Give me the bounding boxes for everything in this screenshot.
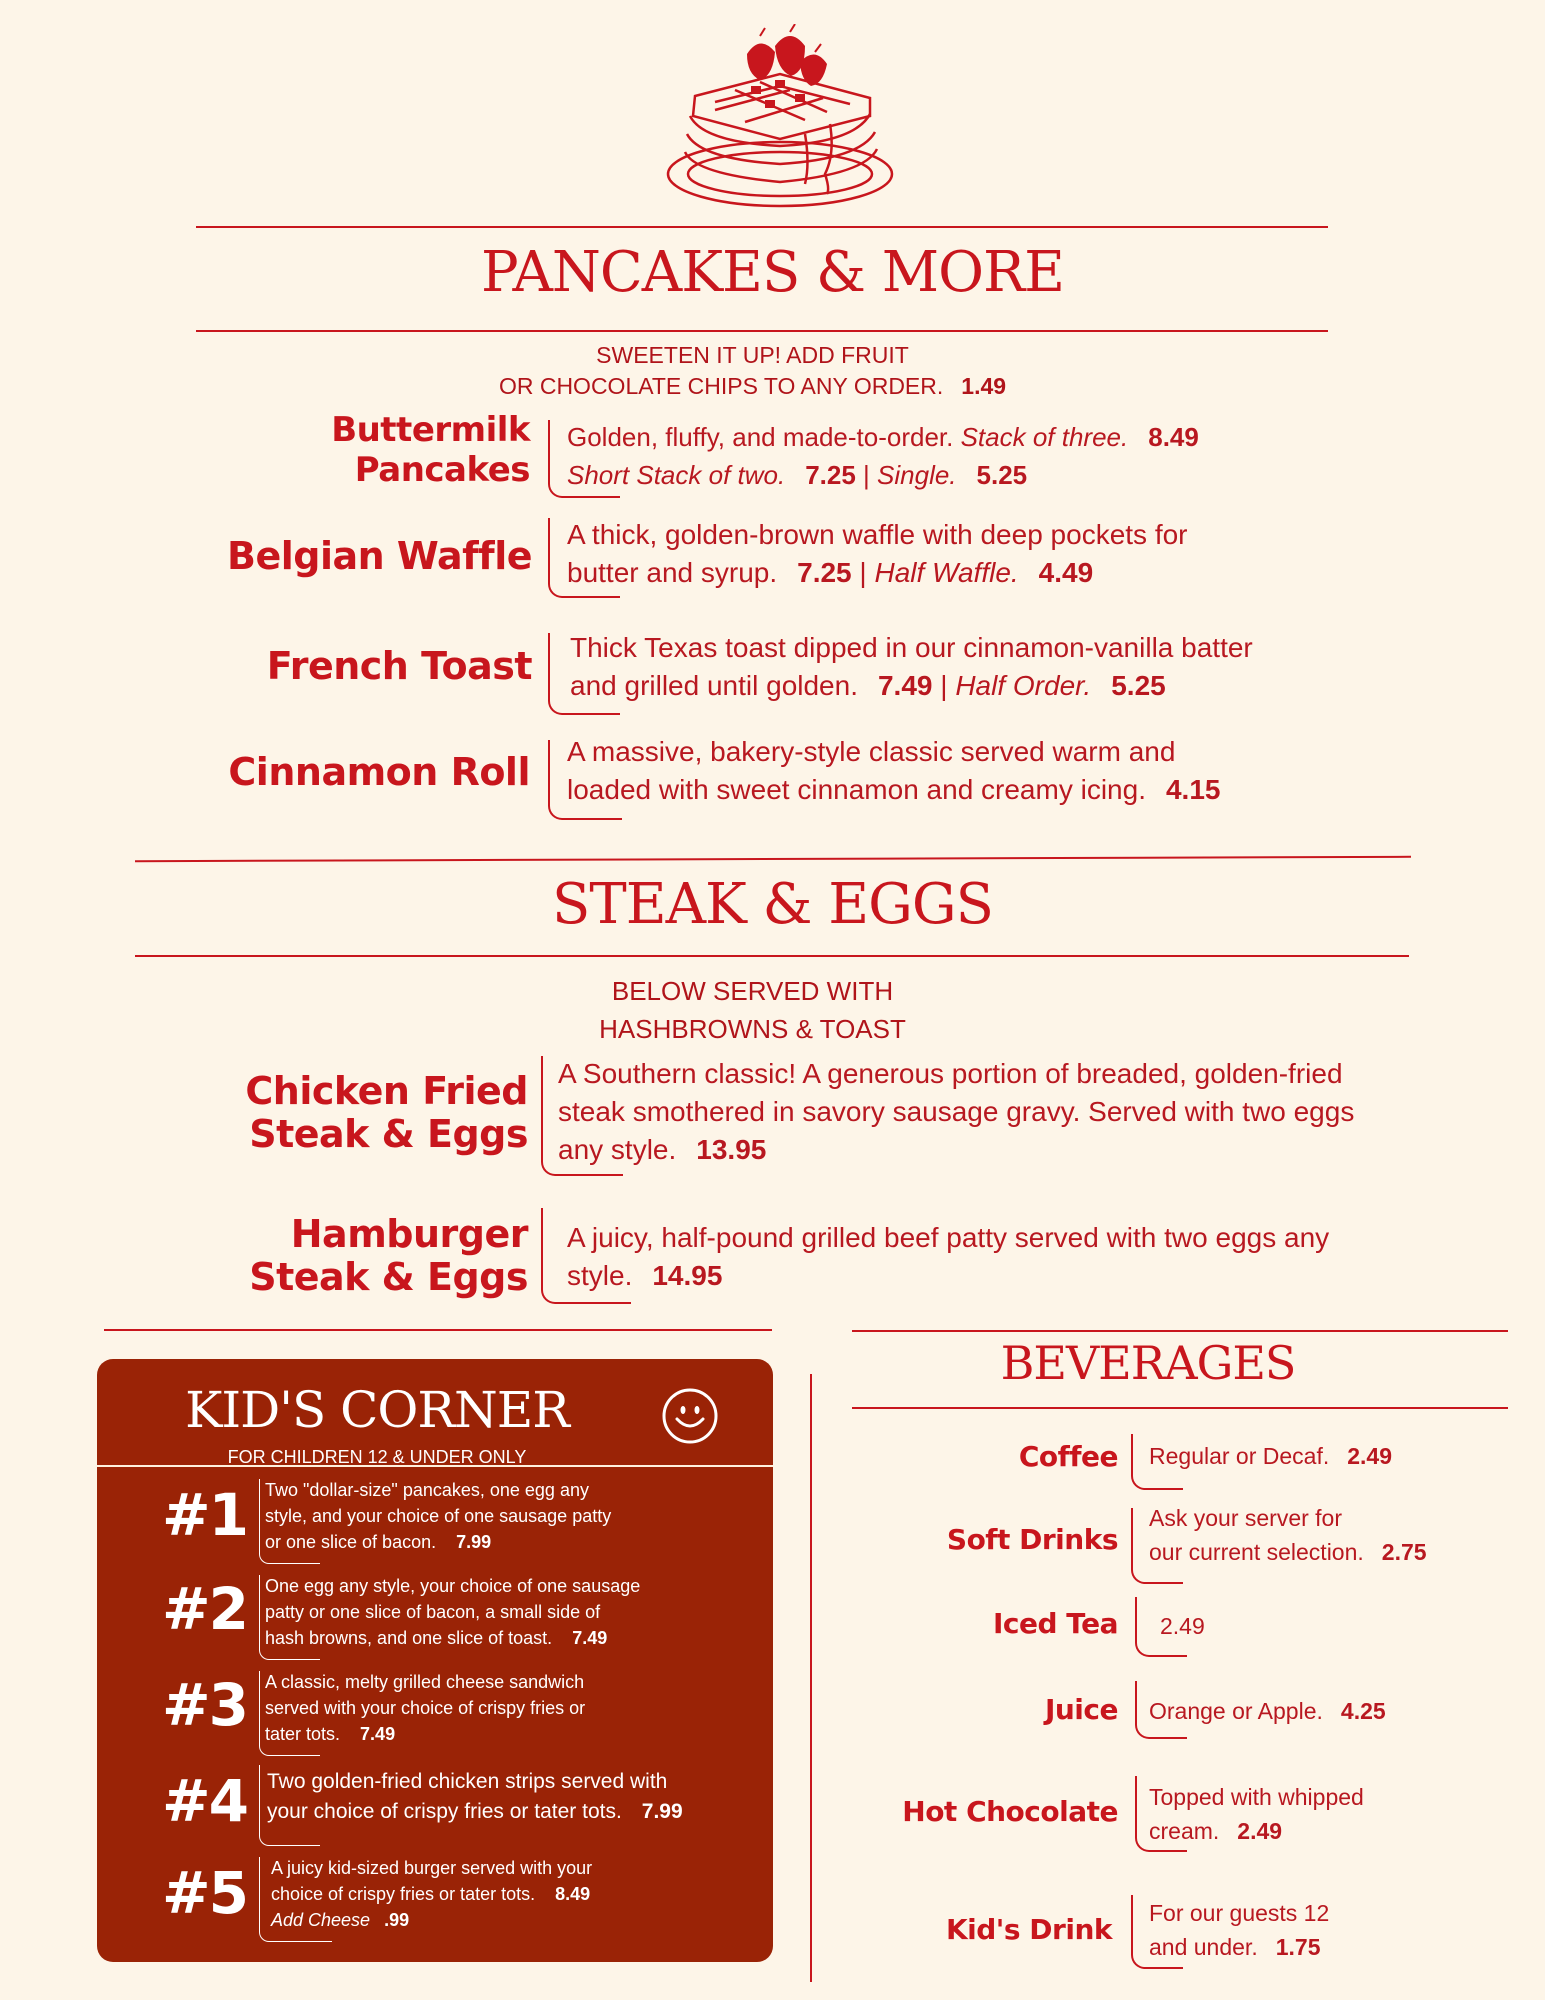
top-rule xyxy=(196,226,1328,228)
price: 14.95 xyxy=(652,1260,723,1291)
kids-desc-1: Two "dollar-size" pancakes, one egg any style, and your choice of one sausage patty or one slice of bacon. 7.99 xyxy=(265,1480,612,1552)
price: 4.49 xyxy=(1038,557,1094,588)
kids-number-1: #1 xyxy=(162,1481,247,1549)
bev-name-iced-tea: Iced Tea xyxy=(992,1607,1118,1640)
price: 2.49 xyxy=(1160,1613,1205,1639)
price: 2.49 xyxy=(1237,1818,1283,1844)
item-name-french-toast: French Toast xyxy=(266,644,532,688)
item-desc-cinnamon-roll: A massive, bakery-style classic served warm and loaded with sweet cinnamon and creamy icing. 4.15 xyxy=(567,736,1221,805)
pancakes-title-rule xyxy=(196,330,1328,332)
kids-top-rule xyxy=(104,1329,772,1331)
price: 7.25 xyxy=(797,557,852,588)
kids-desc-4: Two golden-fried chicken strips served with your choice of crispy fries or tater tots. 7.99 xyxy=(267,1770,683,1823)
bev-desc-kids-drink: For our guests 12 and under. 1.75 xyxy=(1149,1900,1330,1960)
steak-note: BELOW SERVED WITH HASHBROWNS & TOAST xyxy=(599,976,906,1044)
price: 5.25 xyxy=(976,460,1028,490)
price: .99 xyxy=(384,1910,410,1930)
price: 7.99 xyxy=(456,1532,492,1552)
beverages-top-rule xyxy=(852,1330,1508,1332)
smiley-icon xyxy=(659,1385,721,1447)
item-desc-chicken-fried-steak: A Southern classic! A generous portion of breaded, golden-fried steak smothered in savory sausage gravy. Served with two eggs any style. 13.95 xyxy=(558,1058,1355,1165)
price: 7.99 xyxy=(641,1800,683,1823)
bev-desc-juice: Orange or Apple. 4.25 xyxy=(1149,1698,1386,1724)
pancakes-note-line1: SWEETEN IT UP! ADD FRUIT xyxy=(596,342,909,368)
price: 1.75 xyxy=(1275,1934,1321,1960)
price: 8.49 xyxy=(1148,422,1199,452)
item-name-hamburger-steak: Hamburger Steak & Eggs xyxy=(249,1212,528,1299)
item-desc-belgian-waffle: A thick, golden-brown waffle with deep pockets for butter and syrup. 7.25 | Half Waffle. 4.49 xyxy=(567,519,1188,588)
bev-name-kids-drink: Kid's Drink xyxy=(945,1913,1112,1946)
bev-name-soft-drinks: Soft Drinks xyxy=(946,1523,1118,1556)
item-desc-buttermilk-pancakes: Golden, fluffy, and made-to-order. Stack of three. 8.49 Short Stack of two. 7.25 | Single. 5.25 xyxy=(567,422,1199,490)
pancakes-note-price: 1.49 xyxy=(961,373,1007,399)
price: 7.49 xyxy=(360,1724,396,1744)
pancakes-title: PANCAKES & MORE xyxy=(480,240,1065,305)
waffle-illustration xyxy=(655,24,905,214)
price: 7.49 xyxy=(877,670,933,701)
item-desc-french-toast: Thick Texas toast dipped in our cinnamon-vanilla batter and grilled until golden. 7.49 | Half Order. 5.25 xyxy=(570,632,1253,701)
bev-desc-hot-chocolate: Topped with whipped cream. 2.49 xyxy=(1149,1784,1364,1844)
bev-desc-iced-tea xyxy=(1160,1609,1360,1643)
kids-title: KID'S CORNER xyxy=(185,1381,569,1439)
price: 8.49 xyxy=(555,1884,591,1904)
bev-desc-soft-drinks: Ask your server for our current selection. 2.75 xyxy=(1149,1505,1427,1565)
kids-rule xyxy=(97,1465,773,1467)
kids-number-4: #4 xyxy=(162,1767,247,1835)
bev-desc-coffee: Regular or Decaf. 2.49 xyxy=(1149,1443,1393,1469)
kids-number-3: #3 xyxy=(162,1671,247,1739)
bev-name-juice: Juice xyxy=(1044,1693,1118,1726)
kids-corner-panel xyxy=(97,1359,773,1962)
price: 4.15 xyxy=(1165,774,1221,805)
item-name-chicken-fried-steak: Chicken Fried Steak & Eggs xyxy=(245,1069,528,1156)
beverages-title: BEVERAGES xyxy=(1000,1336,1296,1390)
item-name-belgian-waffle: Belgian Waffle xyxy=(227,534,532,578)
steak-top-rule xyxy=(135,856,1411,862)
kids-desc-5: A juicy kid-sized burger served with your choice of crispy fries or tater tots. 8.49 Add Cheese .99 xyxy=(271,1858,593,1930)
bev-name-coffee: Coffee xyxy=(1018,1440,1118,1473)
bev-name-hot-chocolate: Hot Chocolate xyxy=(902,1795,1118,1828)
price: 7.25 xyxy=(805,460,856,490)
price: 13.95 xyxy=(696,1134,767,1165)
price: 2.75 xyxy=(1381,1539,1427,1565)
kids-desc-3: A classic, melty grilled cheese sandwich served with your choice of crispy fries or tater tots. 7.49 xyxy=(265,1672,586,1744)
steak-title: STEAK & EGGS xyxy=(551,872,994,937)
price: 5.25 xyxy=(1111,670,1166,701)
kids-number-5: #5 xyxy=(162,1859,247,1927)
pancakes-note xyxy=(0,340,1505,402)
price: 2.49 xyxy=(1347,1443,1393,1469)
item-desc-hamburger-steak: A juicy, half-pound grilled beef patty served with two eggs any style. 14.95 xyxy=(567,1222,1330,1291)
beverages-title-rule xyxy=(852,1407,1508,1409)
kids-number-2: #2 xyxy=(162,1575,247,1643)
price: 7.49 xyxy=(572,1628,608,1648)
kids-desc-2: One egg any style, your choice of one sausage patty or one slice of bacon, a small side of hash browns, and one slice of toast. 7.49 xyxy=(265,1576,641,1648)
kids-subtitle: FOR CHILDREN 12 & UNDER ONLY xyxy=(227,1447,527,1467)
pancakes-note-line2: OR CHOCOLATE CHIPS TO ANY ORDER. xyxy=(498,373,944,399)
item-name-buttermilk-pancakes: Buttermilk Pancakes xyxy=(331,410,530,490)
price: 4.25 xyxy=(1340,1698,1386,1724)
item-name-cinnamon-roll: Cinnamon Roll xyxy=(228,750,530,794)
steak-title-rule xyxy=(135,955,1409,957)
